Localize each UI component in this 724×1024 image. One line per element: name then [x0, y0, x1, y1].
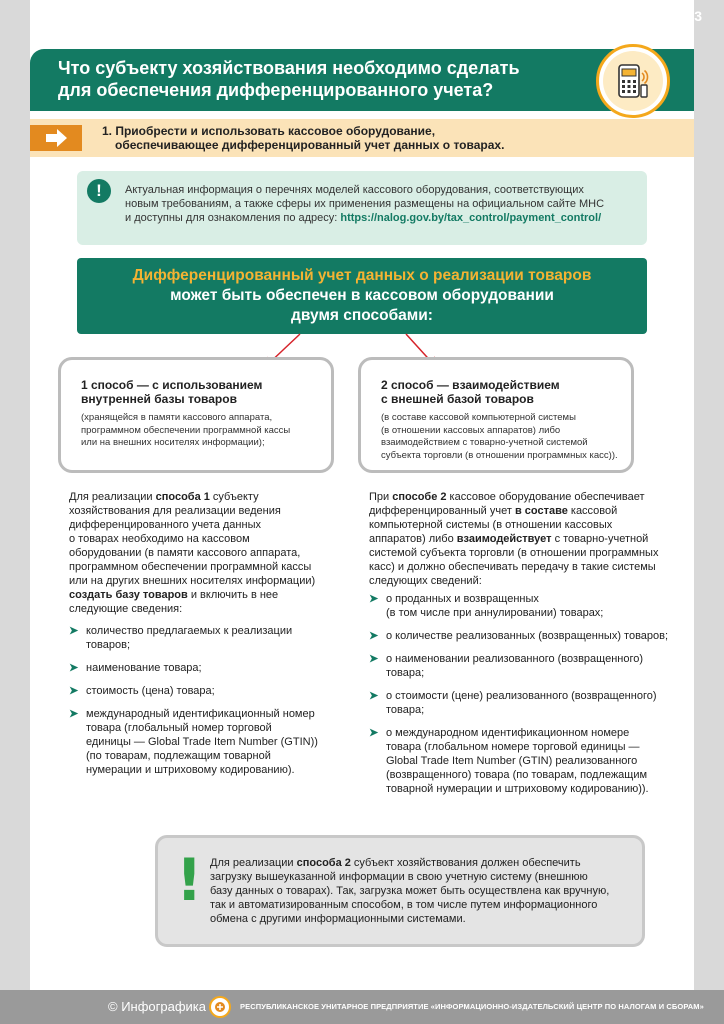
footer-brand: © Инфографика	[108, 999, 207, 1014]
chevron-right-icon: ➤	[369, 690, 379, 702]
method-1-desc: (хранящейся в памяти кассового аппарата, программном обеспечении программной кассы или на внешних носителях информации);	[81, 412, 291, 448]
list-item: ➤ наименование товара;	[69, 662, 202, 674]
list-item: ➤ международный идентификационный номер товара (глобальный номер торговой единицы — Global Trade Item Number (GTIN)) (по товарам, подлежащим товарной нумерации и штриховому кодированию).	[69, 708, 318, 776]
chevron-right-icon: ➤	[69, 625, 79, 637]
page-number: 2/3	[682, 8, 702, 24]
left-bullets	[69, 624, 344, 777]
mns-link[interactable]: https://nalog.gov.by/tax_control/payment_control/	[340, 212, 602, 224]
list-item: ➤ количество предлагаемых к реализации товаров;	[69, 625, 293, 651]
info-text: Актуальная информация о перечнях моделей кассового оборудования, соответствующих новым требованиям, а также сферы их применения размещены на официальном сайте МНС и доступны для ознакомления по адресу: https://nalog.gov.by/tax_control/payment_control/	[125, 184, 605, 224]
chevron-right-icon: ➤	[69, 708, 79, 720]
method-2-box	[358, 357, 634, 473]
list-item: ➤ о международном идентификационном номере товара (глобальном номере торговой единицы — Global Trade Item Number (GTIN) реализованного (возвращенного) товара (по товарам, подлежащим товарной нумерации и штриховому кодированию)).	[369, 727, 649, 795]
exclamation-icon: !	[176, 846, 203, 914]
title-line-1: Что субъекту хозяйствования необходимо сделать	[58, 58, 520, 78]
right-column: При способе 2 кассовое оборудование обеспечивает дифференцированный учет в составе кассовой компьютерной системы (в отношении кассовых аппаратов) либо взаимодействует с товарно-учетной системой субъекта торговли (в отношении программных касс) и должно обеспечивать передачу в такие системы следующих сведений: ➤ о проданных и возвращенных (в том числе при аннулировании) товарах; ➤ о количестве реализованных (возвращенных) товаров; ➤ о наименовании реализованного (возвращенного) товара; ➤ о стоимости (цене) реализованного (возвращенного) товара; ➤ о международном идентификационном номере товара (глобальном номере торговой единицы — Global Trade Item Number (GTIN) реализованного (возвращенного) товара (по товарам, подлежащим товарной нумерации и штриховому кодированию)).	[369, 490, 679, 805]
banner: Дифференцированный учет данных о реализации товаров может быть обеспечен в кассовом оборудовании двумя способами:	[77, 258, 647, 334]
right-bullets	[369, 592, 679, 796]
method-1-box	[58, 357, 334, 473]
left-column: Для реализации способа 1 субъекту хозяйствования для реализации ведения дифференцированного учета данных о товарах необходимо на кассовом оборудовании (в памяти кассового аппарата, программном обеспечении программной кассы или на других внешних носителях информации) создать базу товаров и включить в нее следующие сведения: ➤ количество предлагаемых к реализации товаров; ➤ наименование товара; ➤ стоимость (цена) товара; ➤ международный идентификационный номер товара (глобальный номер торговой единицы — Global Trade Item Number (GTIN)) (по товарам, подлежащим товарной нумерации и штриховому кодированию).	[69, 490, 344, 786]
chevron-right-icon: ➤	[369, 653, 379, 665]
list-item: ➤ о наименовании реализованного (возвращенного) товара;	[369, 653, 644, 679]
list-item: ➤ стоимость (цена) товара;	[69, 685, 215, 697]
footer-org: РЕСПУБЛИКАНСКОЕ УНИТАРНОЕ ПРЕДПРИЯТИЕ «ИНФОРМАЦИОННО-ИЗДАТЕЛЬСКИЙ ЦЕНТР ПО НАЛОГАМ И СБОРАМ»	[240, 1002, 704, 1011]
arrows	[0, 0, 724, 400]
title-line-2: для обеспечения дифференцированного учета?	[58, 80, 494, 100]
method-2-desc: (в составе кассовой компьютерной системы (в отношении кассовых аппаратов) либо взаимодействием с товарно-учетной системой субъекта торговли (в отношении программных касс)).	[381, 412, 618, 461]
chevron-right-icon: ➤	[369, 727, 379, 739]
publisher-logo-icon	[209, 996, 231, 1018]
footer	[0, 990, 724, 1024]
note-box	[155, 835, 645, 947]
note-text: Для реализации способа 2 субъект хозяйствования должен обеспечить загрузку вышеуказанной информации в свою учетную систему (внешнюю базу данных о товарах). Так, загрузка может быть осуществлена как вручную, так и автоматизированным способом, в том числе путем информационного обмена с другими информационными системами.	[210, 857, 610, 925]
exclamation-icon: !	[87, 179, 111, 203]
list-item: ➤ о количестве реализованных (возвращенных) товаров;	[369, 630, 669, 642]
chevron-right-icon: ➤	[369, 593, 379, 605]
list-item: ➤ о проданных и возвращенных (в том числе при аннулировании) товарах;	[369, 593, 604, 619]
method-2-title: 2 способ — взаимодействием с внешней базой товаров	[381, 378, 560, 406]
chevron-right-icon: ➤	[69, 662, 79, 674]
step-text: 1. Приобрести и использовать кассовое оборудование, обеспечивающее дифференцированный учет данных о товарах.	[102, 124, 505, 152]
list-item: ➤ о стоимости (цене) реализованного (возвращенного) товара;	[369, 690, 657, 716]
chevron-right-icon: ➤	[369, 630, 379, 642]
chevron-right-icon: ➤	[69, 685, 79, 697]
method-1-title: 1 способ — с использованием внутренней базы товаров	[81, 378, 263, 406]
